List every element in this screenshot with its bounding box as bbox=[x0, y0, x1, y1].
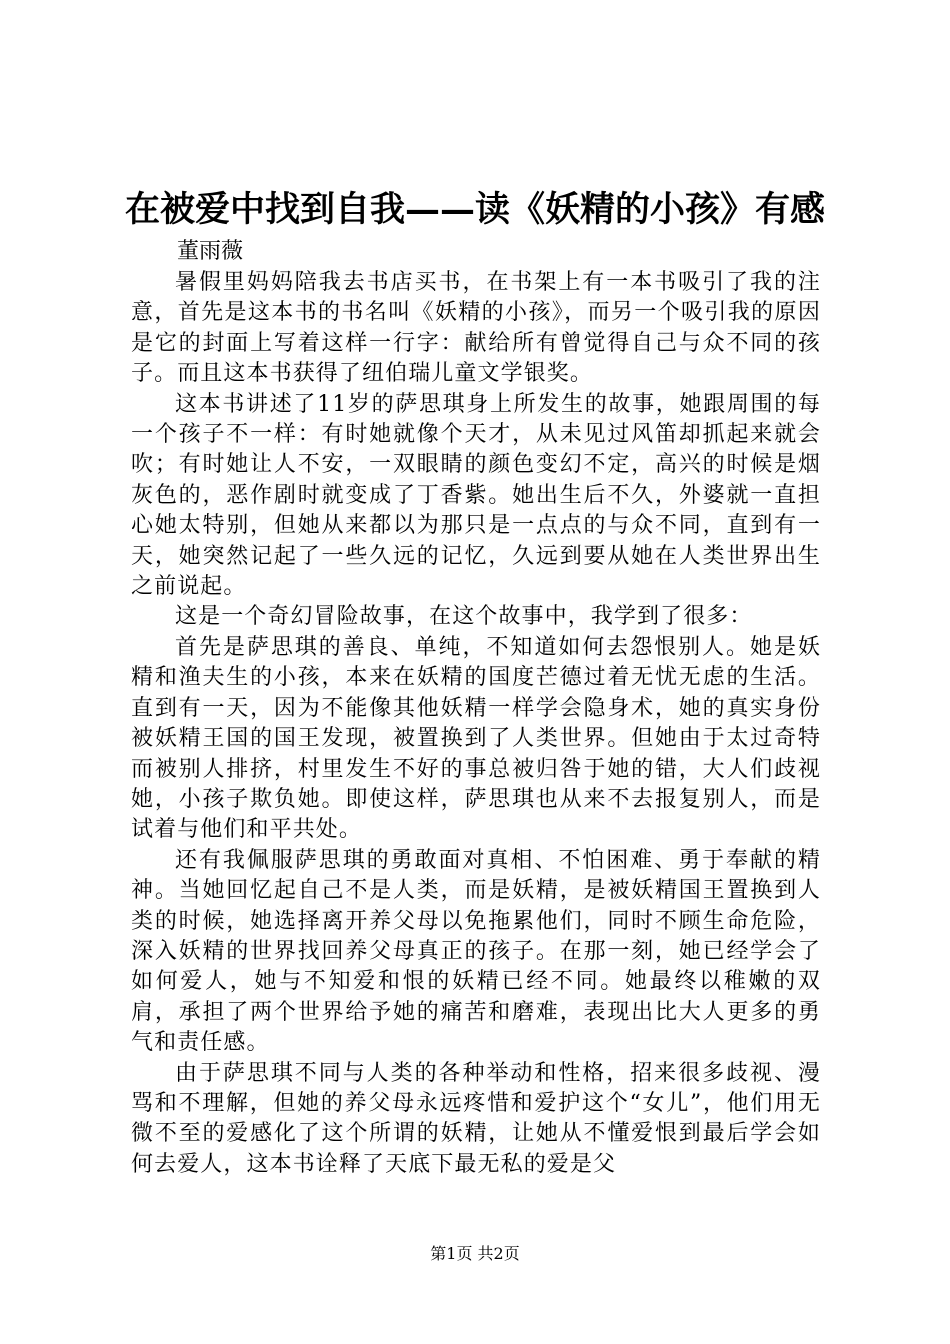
paragraph-3: 这是一个奇幻冒险故事，在这个故事中，我学到了很多： bbox=[175, 604, 753, 630]
paragraph-6: 由于萨思琪不同与人类的各种举动和性格，招来很多歧视、漫骂和不理解，但她的养父母永远疼惜和爱护这个“女儿”，他们用无微不至的爱感化了这个所谓的妖精，让她从不懂爱恨到最后学会如何去爱人，这本书诠释了天底下最无私的爱是父 bbox=[131, 1060, 821, 1177]
document-body bbox=[131, 268, 821, 1180]
paragraph-4: 首先是萨思琪的善良、单纯，不知道如何去怨恨别人。她是妖精和渔夫生的小孩，本来在妖精的国度芒德过着无忧无虑的生活。直到有一天，因为不能像其他妖精一样学会隐身术，她的真实身份被妖精王国的国王发现，被置换到了人类世界。但她由于太过奇特而被别人排挤，村里发生不好的事总被归咎于她的错，大人们歧视她，小孩子欺负她。即使这样，萨思琪也从来不去报复别人，而是试着与他们和平共处。 bbox=[131, 634, 821, 843]
paragraph-5: 还有我佩服萨思琪的勇敢面对真相、不怕困难、勇于奉献的精神。当她回忆起自己不是人类，而是妖精，是被妖精国王置换到人类的时候，她选择离开养父母以免拖累他们，同时不顾生命危险，深入妖精的世界找回养父母真正的孩子。在那一刻，她已经学会了如何爱人，她与不知爱和恨的妖精已经不同。她最终以稚嫩的双肩，承担了两个世界给予她的痛苦和磨难，表现出比大人更多的勇气和责任感。 bbox=[131, 847, 821, 1056]
paragraph-2: 这本书讲述了11岁的萨思琪身上所发生的故事，她跟周围的每一个孩子不一样：有时她就像个天才，从未见过风笛却抓起来就会吹；有时她让人不安，一双眼睛的颜色变幻不定，高兴的时候是烟灰色的，恶作剧时就变成了丁香紫。她出生后不久，外婆就一直担心她太特别，但她从来都以为那只是一点点的与众不同，直到有一天，她突然记起了一些久远的记忆，久远到要从她在人类世界出生之前说起。 bbox=[131, 391, 821, 600]
author-name: 董雨薇 bbox=[177, 239, 244, 264]
paragraph-1: 暑假里妈妈陪我去书店买书，在书架上有一本书吸引了我的注意，首先是这本书的书名叫《妖精的小孩》，而另一个吸引我的原因是它的封面上写着这样一行字：献给所有曾觉得自己与众不同的孩子。而且这本书获得了纽伯瑞儿童文学银奖。 bbox=[131, 270, 821, 387]
page-number-footer: 第1页 共2页 bbox=[430, 1244, 520, 1263]
document-title: 在被爱中找到自我——读《妖精的小孩》有感 bbox=[124, 189, 825, 230]
